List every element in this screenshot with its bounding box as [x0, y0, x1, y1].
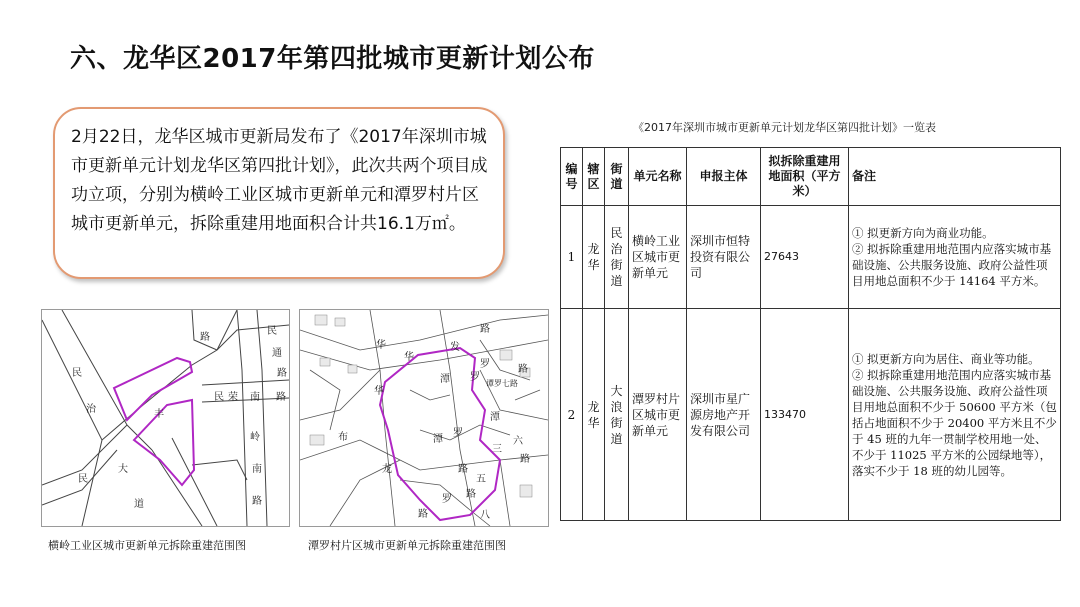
- map-tanluo: [299, 309, 549, 527]
- map-label: 龙: [382, 464, 392, 475]
- map-hengling: [41, 309, 290, 527]
- map-label: 潭: [433, 434, 443, 445]
- map-label: 南: [252, 464, 262, 475]
- cell-area: 133470: [761, 309, 849, 521]
- map-label: 罗: [470, 372, 480, 383]
- map-label: 荣: [228, 392, 238, 403]
- map-label: 路: [418, 509, 428, 520]
- cell-street: 民治街道: [605, 206, 629, 309]
- map-label: 谭罗七路: [486, 379, 518, 388]
- table-title: 《2017年深圳市城市更新单元计划龙华区第四批计划》一览表: [633, 121, 936, 134]
- page-title: 六、龙华区2017年第四批城市更新计划公布: [70, 44, 595, 74]
- header-unit: 单元名称: [629, 148, 687, 206]
- map-label: 罗: [442, 494, 452, 505]
- map-label: 道: [134, 499, 144, 510]
- map-label: 民: [78, 474, 88, 485]
- map-label: 民: [214, 392, 224, 403]
- cell-no: 2: [561, 309, 583, 521]
- map-label: 罗: [480, 359, 490, 370]
- map-label: 路: [200, 332, 210, 343]
- table-row: [561, 206, 1061, 309]
- map-label: 通: [272, 348, 282, 359]
- map-label: 路: [252, 496, 262, 507]
- map-label: 路: [520, 454, 530, 465]
- map-label: 民: [72, 368, 82, 379]
- header-applicant: 申报主体: [687, 148, 761, 206]
- header-street: 街道: [605, 148, 629, 206]
- summary-text: 2月22日，龙华区城市更新局发布了《2017年深圳市城市更新单元计划龙华区第四批计划》，此次共两个项目成功立项，分别为横岭工业区城市更新单元和潭罗村片区城市更新单元，拆除重建用地面积合计共16.1万㎡。: [71, 127, 488, 234]
- note-line: ② 拟拆除重建用地范围内应落实城市基础设施、公共服务设施、政府公益性项目用地总面积不少于 50600 平方米（包括占地面积不少于 20400 平方米且不少于 45 班的九年一贯制学校用地一处、不少于 11025 平方米的公园绿地等），落实不少于 18 班的幼儿园等。: [852, 367, 1057, 478]
- map-label: 布: [338, 432, 348, 443]
- header-area: 拟拆除重建用地面积（平方米）: [761, 148, 849, 206]
- map-label: 华: [404, 352, 414, 363]
- cell-unit: 横岭工业区城市更新单元: [629, 206, 687, 309]
- map-label: 八: [480, 510, 490, 521]
- table-row: [561, 309, 1061, 521]
- map-label: 路: [276, 392, 286, 403]
- map-label: 大: [118, 464, 128, 475]
- note-line: ② 拟拆除重建用地范围内应落实城市基础设施、公共服务设施、政府公益性项目用地总面积不少于 14164 平方米。: [852, 242, 1052, 288]
- cell-area: 27643: [761, 206, 849, 309]
- map-tanluo-drawing: [300, 310, 548, 526]
- map-label: 丰: [154, 409, 164, 420]
- renewal-plan-table: [560, 147, 1061, 521]
- header-no: 编号: [561, 148, 583, 206]
- map-label: 潭: [490, 412, 500, 423]
- map-label: 三: [492, 444, 502, 455]
- map-label: 治: [86, 404, 96, 415]
- note-line: ① 拟更新方向为商业功能。: [852, 226, 994, 240]
- cell-notes: [849, 206, 1061, 309]
- map-label: 南: [250, 392, 260, 403]
- map-label: 六: [513, 436, 523, 447]
- map-label: 华: [376, 340, 386, 351]
- note-line: ① 拟更新方向为居住、商业等功能。: [852, 351, 1040, 366]
- map-label: 发: [450, 342, 460, 353]
- header-district: 辖区: [583, 148, 605, 206]
- map-hengling-caption: 横岭工业区城市更新单元拆除重建范围图: [48, 539, 246, 552]
- map-label: 岭: [250, 432, 260, 443]
- map-label: 路: [458, 464, 468, 475]
- map-label: 五: [476, 474, 486, 485]
- cell-district: 龙华: [583, 309, 605, 521]
- map-label: 罗: [453, 428, 463, 439]
- cell-applicant: 深圳市恒特投资有限公司: [687, 206, 761, 309]
- map-label: 路: [466, 489, 476, 500]
- cell-no: 1: [561, 206, 583, 309]
- header-notes: 备注: [849, 148, 1061, 206]
- summary-callout: [53, 107, 505, 279]
- map-label: 路: [277, 368, 287, 379]
- map-tanluo-caption: 潭罗村片区城市更新单元拆除重建范围图: [308, 539, 506, 552]
- cell-applicant: 深圳市星广源房地产开发有限公司: [687, 309, 761, 521]
- table-header-row: [561, 148, 1061, 206]
- cell-notes: [849, 309, 1061, 521]
- map-label: 潭: [440, 374, 450, 385]
- map-label: 路: [480, 324, 490, 335]
- cell-unit: 潭罗村片区城市更新单元: [629, 309, 687, 521]
- cell-street: 大浪街道: [605, 309, 629, 521]
- map-label: 民: [267, 326, 277, 337]
- map-label: 路: [518, 364, 528, 375]
- map-label: 华: [374, 386, 384, 397]
- cell-district: 龙华: [583, 206, 605, 309]
